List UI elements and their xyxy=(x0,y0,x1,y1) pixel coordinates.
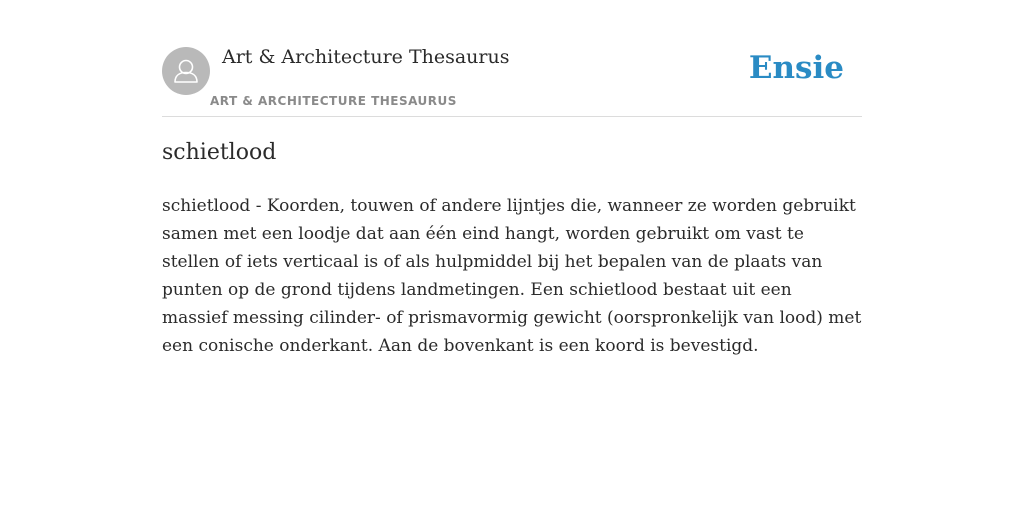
source-subtitle: ART & ARCHITECTURE THESAURUS xyxy=(210,94,457,108)
entry-term: schietlood xyxy=(162,140,277,165)
user-avatar-icon xyxy=(162,47,210,95)
source-avatar[interactable] xyxy=(162,47,210,95)
ensie-logo[interactable]: Ensie xyxy=(748,50,844,86)
source-header xyxy=(162,42,862,117)
source-title[interactable]: Art & Architecture Thesaurus xyxy=(222,46,510,68)
entry-definition: schietlood - Koorden, touwen of andere lijntjes die, wanneer ze worden gebruikt samen met een loodje dat aan één eind hangt, worden gebruikt om vast te stellen of iets verticaal is of als hulpmiddel bij het bepalen van de plaats van punten op de grond tijdens landmetingen. Een schietlood bestaat uit een massief messing cilinder- of prismavormig gewicht (oorspronkelijk van lood) met een conische onderkant. Aan de bovenkant is een koord is bevestigd. xyxy=(162,196,862,356)
